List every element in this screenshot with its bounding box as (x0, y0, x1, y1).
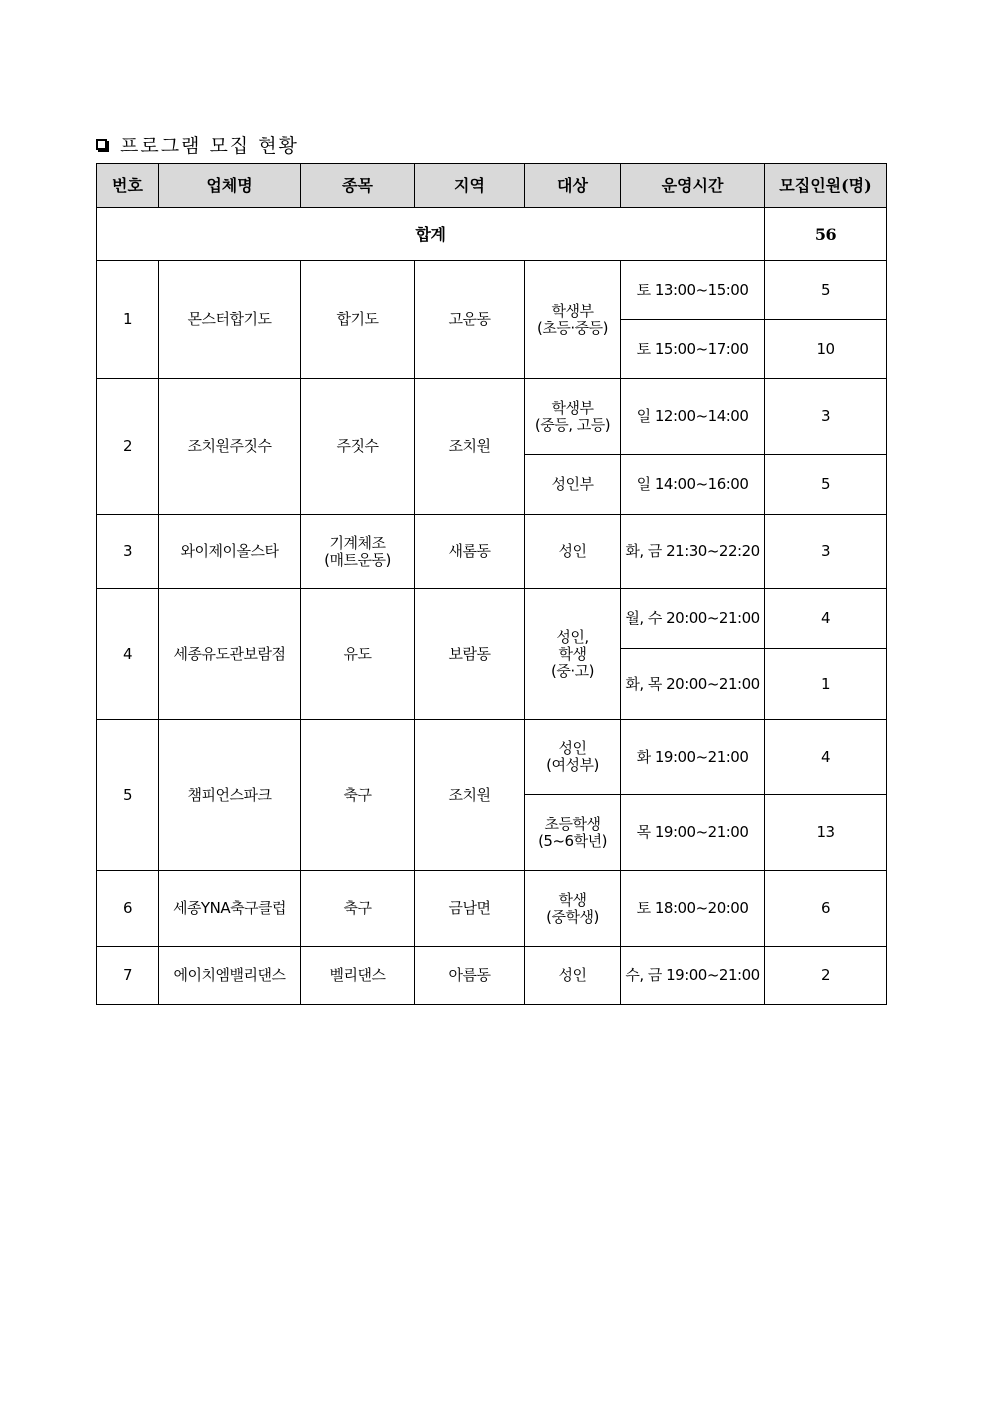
total-row (97, 208, 887, 261)
area-name: 아름동 (415, 947, 525, 1005)
program-table (96, 163, 887, 1005)
table-row (97, 261, 887, 320)
target-group: 성인 (525, 947, 621, 1005)
schedule-time: 화, 금 21:30~22:20 (621, 515, 765, 589)
schedule-time: 화, 목 20:00~21:00 (621, 649, 765, 720)
table-row (97, 947, 887, 1005)
schedule-time: 토 13:00~15:00 (621, 261, 765, 320)
area-name: 보람동 (415, 589, 525, 720)
area-name: 조치원 (415, 379, 525, 515)
company-name: 에이치엠밸리댄스 (159, 947, 301, 1005)
schedule-time: 목 19:00~21:00 (621, 795, 765, 871)
capacity-count: 3 (765, 515, 887, 589)
company-name: 와이제이올스타 (159, 515, 301, 589)
section-title-text: 프로그램 모집 현황 (120, 134, 299, 157)
target-group: 성인 (여성부) (525, 720, 621, 795)
schedule-time: 수, 금 19:00~21:00 (621, 947, 765, 1005)
checkbox-square-icon (96, 139, 107, 150)
program-number: 4 (97, 589, 159, 720)
capacity-count: 2 (765, 947, 887, 1005)
header-company: 업체명 (159, 164, 301, 208)
program-number: 7 (97, 947, 159, 1005)
table-row (97, 379, 887, 455)
target-group: 학생부 (중등, 고등) (525, 379, 621, 455)
capacity-count: 13 (765, 795, 887, 871)
header-target: 대상 (525, 164, 621, 208)
program-number: 3 (97, 515, 159, 589)
program-number: 6 (97, 871, 159, 947)
target-group: 성인, 학생 (중·고) (525, 589, 621, 720)
company-name: 챔피언스파크 (159, 720, 301, 871)
target-group: 성인 (525, 515, 621, 589)
sport-name: 유도 (301, 589, 415, 720)
header-row (97, 164, 887, 208)
area-name: 조치원 (415, 720, 525, 871)
area-name: 금남면 (415, 871, 525, 947)
company-name: 세종유도관보람점 (159, 589, 301, 720)
program-number: 2 (97, 379, 159, 515)
sport-name: 주짓수 (301, 379, 415, 515)
total-value: 56 (765, 208, 887, 261)
target-group: 초등학생 (5~6학년) (525, 795, 621, 871)
program-number: 1 (97, 261, 159, 379)
capacity-count: 1 (765, 649, 887, 720)
schedule-time: 월, 수 20:00~21:00 (621, 589, 765, 649)
header-number: 번호 (97, 164, 159, 208)
table-row (97, 871, 887, 947)
header-sport: 종목 (301, 164, 415, 208)
target-group: 성인부 (525, 455, 621, 515)
capacity-count: 3 (765, 379, 887, 455)
table-row (97, 720, 887, 795)
schedule-time: 화 19:00~21:00 (621, 720, 765, 795)
schedule-time: 토 15:00~17:00 (621, 320, 765, 379)
table-row (97, 589, 887, 649)
header-schedule: 운영시간 (621, 164, 765, 208)
capacity-count: 4 (765, 589, 887, 649)
area-name: 고운동 (415, 261, 525, 379)
total-label: 합계 (97, 208, 765, 261)
section-heading (96, 131, 299, 157)
company-name: 조치원주짓수 (159, 379, 301, 515)
header-area: 지역 (415, 164, 525, 208)
area-name: 새롬동 (415, 515, 525, 589)
sport-name: 합기도 (301, 261, 415, 379)
sport-name: 기계체조 (매트운동) (301, 515, 415, 589)
company-name: 세종YNA축구클럽 (159, 871, 301, 947)
company-name: 몬스터합기도 (159, 261, 301, 379)
capacity-count: 5 (765, 261, 887, 320)
program-number: 5 (97, 720, 159, 871)
schedule-time: 토 18:00~20:00 (621, 871, 765, 947)
sport-name: 벨리댄스 (301, 947, 415, 1005)
capacity-count: 5 (765, 455, 887, 515)
target-group: 학생 (중학생) (525, 871, 621, 947)
schedule-time: 일 12:00~14:00 (621, 379, 765, 455)
sport-name: 축구 (301, 871, 415, 947)
header-capacity: 모집인원(명) (765, 164, 887, 208)
table-row (97, 515, 887, 589)
target-group: 학생부 (초등·중등) (525, 261, 621, 379)
sport-name: 축구 (301, 720, 415, 871)
capacity-count: 10 (765, 320, 887, 379)
capacity-count: 4 (765, 720, 887, 795)
capacity-count: 6 (765, 871, 887, 947)
schedule-time: 일 14:00~16:00 (621, 455, 765, 515)
